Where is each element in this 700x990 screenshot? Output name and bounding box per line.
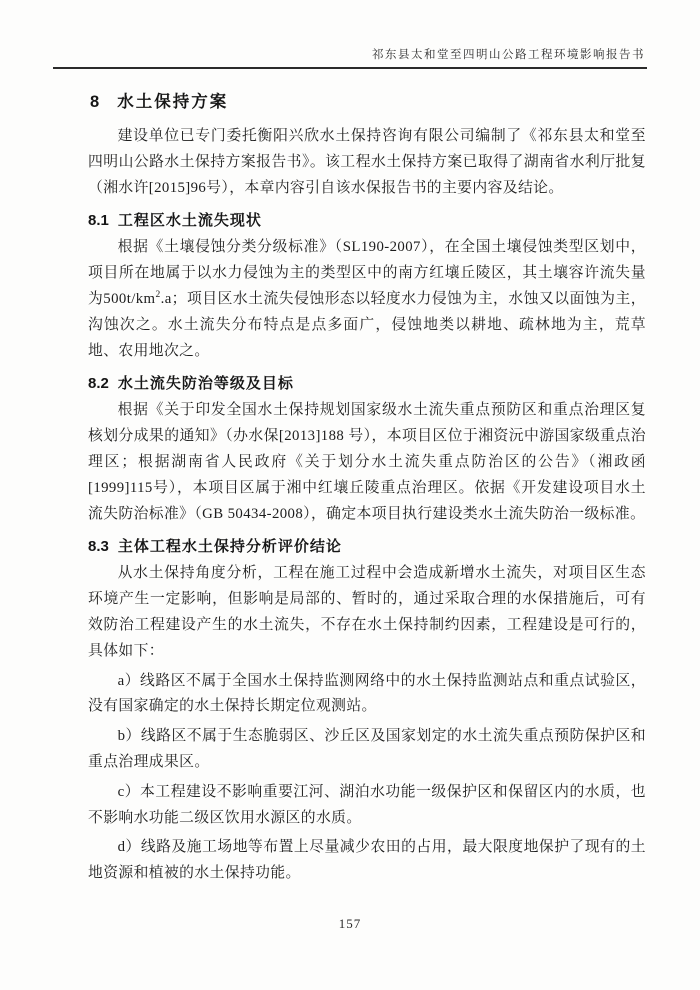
list-item-b: b）线路区不属于生态脆弱区、沙丘区及国家划定的水土流失重点预防保护区和重点治理成果区。	[88, 728, 646, 770]
paragraph-8-1	[88, 235, 646, 364]
superscript-exponent: 2	[155, 290, 161, 301]
paragraph-8-1-text-pre: 根据《土壤侵蚀分类分级标准》（SL190-2007），在全国土壤侵蚀类型区划中，项目所在地属于以水力侵蚀为主的类型区中的南方红壤丘陵区，其土壤容许流失量为500t/km	[88, 239, 646, 307]
section-number-8-3: 8.3	[88, 538, 109, 556]
list-item-a: a）线路区不属于全国水土保持监测网络中的水土保持监测站点和重点试验区，没有国家确定的水土保持长期定位观测站。	[88, 672, 646, 715]
section-heading-8-1	[88, 209, 646, 233]
section-number-8-1: 8.1	[88, 212, 109, 230]
section-title-8-2: 水土流失防治等级及目标	[117, 375, 294, 393]
page-number: 157	[338, 916, 362, 931]
document-body	[88, 84, 646, 887]
list-item-c: c）本工程建设不影响重要江河、湖泊水功能一级保护区和保留区内的水质，也不影响水功能二级区饮用水源区的水质。	[88, 783, 646, 826]
list-item-d: d）线路及施工场地等布置上尽量减少农田的占用，最大限度地保护了现有的土地资源和植被的水土保持功能。	[88, 839, 646, 882]
section-heading-8-3	[88, 535, 646, 559]
paragraph-8-3: 从水土保持角度分析，工程在施工过程中会造成新增水土流失，对项目区生态环境产生一定影响，但影响是局部的、暂时的，通过采取合理的水保措施后，可有效防治工程建设产生的水土流失，不存在水土保持制约因素，工程建设是可行的，具体如下：	[88, 565, 646, 659]
chapter-title: 水土保持方案	[117, 93, 229, 111]
header-divider	[53, 67, 647, 69]
section-title-8-3: 主体工程水土保持分析评价结论	[117, 538, 342, 556]
paragraph-8-2: 根据《关于印发全国水土保持规划国家级水土流失重点预防区和重点治理区复核划分成果的通知》（办水保[2013]188 号），本项目区位于湘资沅中游国家级重点治理区；根据湖南省人民政府《关于划分水土流失重点防治区的公告》（湘政函[1999]115号），本项目区属于湘中红壤丘陵重点治理区。依据《开发建设项目水土流失防治标准》（GB 50434-2008），确定本项目执行建设类水土流失防治一级标准。	[88, 402, 646, 522]
section-heading-8-2	[88, 372, 646, 396]
chapter-heading	[90, 90, 646, 114]
paragraph-8-1-text-post: .a；项目区水土流失侵蚀形态以轻度水力侵蚀为主，水蚀又以面蚀为主，沟蚀次之。水土流失分布特点是点多面广，侵蚀地类以耕地、疏林地为主，荒草地、农用地次之。	[88, 290, 646, 359]
section-number-8-2: 8.2	[88, 375, 109, 393]
running-header-title: 祁东县太和堂至四明山公路工程环境影响报告书	[372, 49, 645, 61]
intro-paragraph: 建设单位已专门委托衡阳兴欣水土保持咨询有限公司编制了《祁东县太和堂至四明山公路水土保持方案报告书》。该工程水土保持方案已取得了湖南省水利厅批复（湘水许[2015]96号），本章内容引自该水保报告书的主要内容及结论。	[88, 128, 646, 196]
section-title-8-1: 工程区水土流失现状	[117, 212, 262, 230]
chapter-number: 8	[90, 93, 100, 111]
